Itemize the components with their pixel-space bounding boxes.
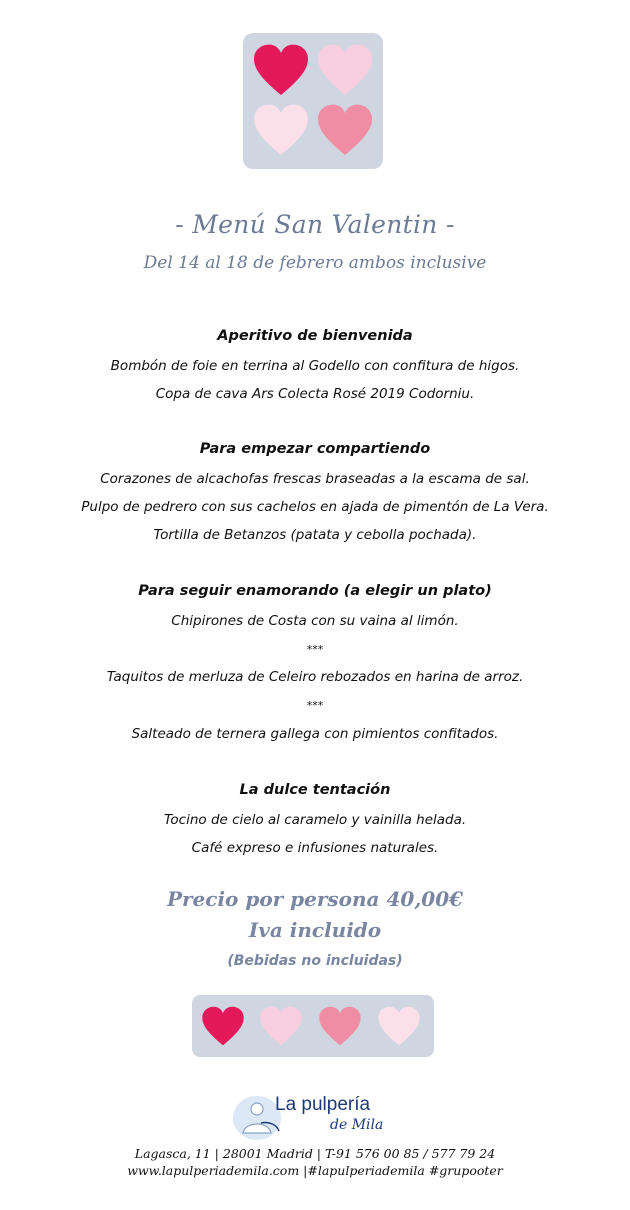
menu-item: Pulpo de pedrero con sus cachelos en ajada de pimentón de La Vera. [81, 499, 549, 515]
menu-item: Tocino de cielo al caramelo y vainilla helada. [163, 812, 467, 828]
price-per-person: Precio por persona 40,00€ [166, 887, 464, 911]
logo-name: La pulpería [275, 1094, 371, 1115]
footer-web: www.lapulperiademila.com |#lapulperiademila #grupooter [127, 1163, 503, 1178]
menu-title: - Menú San Valentin - [175, 210, 455, 239]
section-heading: La dulce tentación [239, 782, 391, 798]
heart-icon [251, 101, 311, 161]
menu-item: Tortilla de Betanzos (patata y cebolla pochada). [153, 527, 477, 543]
logo-subname: de Mila [330, 1117, 384, 1133]
menu-item: Corazones de alcachofas frescas braseadas a la escama de sal. [100, 471, 530, 487]
heart-icon [315, 41, 375, 101]
item-separator: *** [306, 699, 324, 712]
item-separator: *** [306, 643, 324, 656]
drinks-note: (Bebidas no incluidas) [227, 953, 403, 969]
heart-icon [317, 1004, 363, 1050]
heart-icon [251, 41, 311, 101]
menu-item: Chipirones de Costa con su vaina al limón. [171, 613, 459, 629]
footer-address: Lagasca, 11 | 28001 Madrid | T-91 576 00 85 / 577 79 24 [134, 1146, 496, 1161]
menu-item: Taquitos de merluza de Celeiro rebozados en harina de arroz. [106, 669, 524, 685]
tax-note: Iva incluido [248, 918, 382, 942]
heart-icon [258, 1004, 304, 1050]
menu-item: Copa de cava Ars Colecta Rosé 2019 Codorniu. [155, 386, 475, 402]
heart-icon [376, 1004, 422, 1050]
menu-item: Café expreso e infusiones naturales. [191, 840, 439, 856]
menu-item: Bombón de foie en terrina al Godello con confitura de higos. [110, 358, 520, 374]
hearts-decoration-bottom [192, 995, 434, 1057]
menu-item: Salteado de ternera gallega con pimientos confitados. [131, 726, 499, 742]
heart-icon [315, 101, 375, 161]
heart-icon [200, 1004, 246, 1050]
menu-subtitle: Del 14 al 18 de febrero ambos inclusive [143, 253, 487, 273]
section-heading: Para empezar compartiendo [199, 441, 431, 457]
section-heading: Para seguir enamorando (a elegir un plato) [138, 583, 492, 599]
section-heading: Aperitivo de bienvenida [217, 328, 413, 344]
hearts-decoration-top [243, 33, 383, 169]
